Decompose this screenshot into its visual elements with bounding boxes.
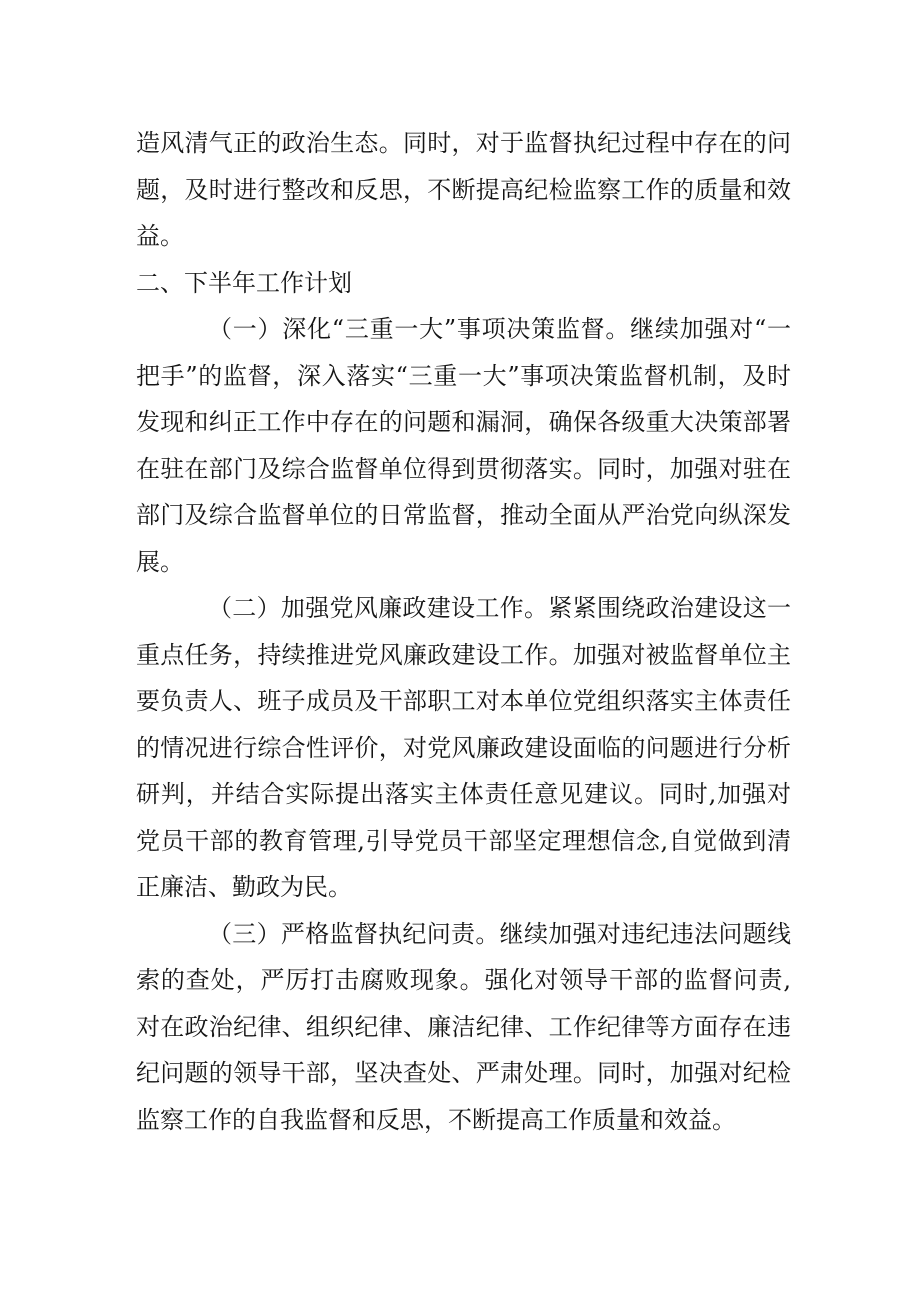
plan-item-2-paragraph: （二）加强党风廉政建设工作。紧紧围绕政治建设这一重点任务，持续推进党风廉政建设工作。加强对被监督单位主要负责人、班子成员及干部职工对本单位党组织落实主体责任的情况进行综合性评价，对党风廉政建设面临的问题进行分析研判，并结合实际提出落实主体责任意见建议。同时,加强对党员干部的教育管理,引导党员干部坚定理想信念,自觉做到清正廉洁、勤政为民。 — [136, 594, 791, 901]
document-body — [136, 120, 791, 1143]
plan-item-3-paragraph: （三）严格监督执纪问责。继续加强对违纪违法问题线索的查处，严厉打击腐败现象。强化对领导干部的监督问责,对在政治纪律、组织纪律、廉洁纪律、工作纪律等方面存在违纪问题的领导干部，坚决查处、严肃处理。同时，加强对纪检监察工作的自我监督和反思，不断提高工作质量和效益。 — [136, 919, 791, 1134]
section-heading-work-plan: 二、下半年工作计划 — [136, 268, 352, 297]
plan-item-1-paragraph: （一）深化“三重一大”事项决策监督。继续加强对“一把手”的监督，深入落实“三重一大”事项决策监督机制，及时发现和纠正工作中存在的问题和漏洞，确保各级重大决策部署在驻在部门及综合监督单位得到贯彻落实。同时，加强对驻在部门及综合监督单位的日常监督，推动全面从严治党向纵深发展。 — [136, 315, 791, 576]
continuation-paragraph: 造风清气正的政治生态。同时，对于监督执纪过程中存在的问题，及时进行整改和反思，不断提高纪检监察工作的质量和效益。 — [136, 129, 791, 250]
